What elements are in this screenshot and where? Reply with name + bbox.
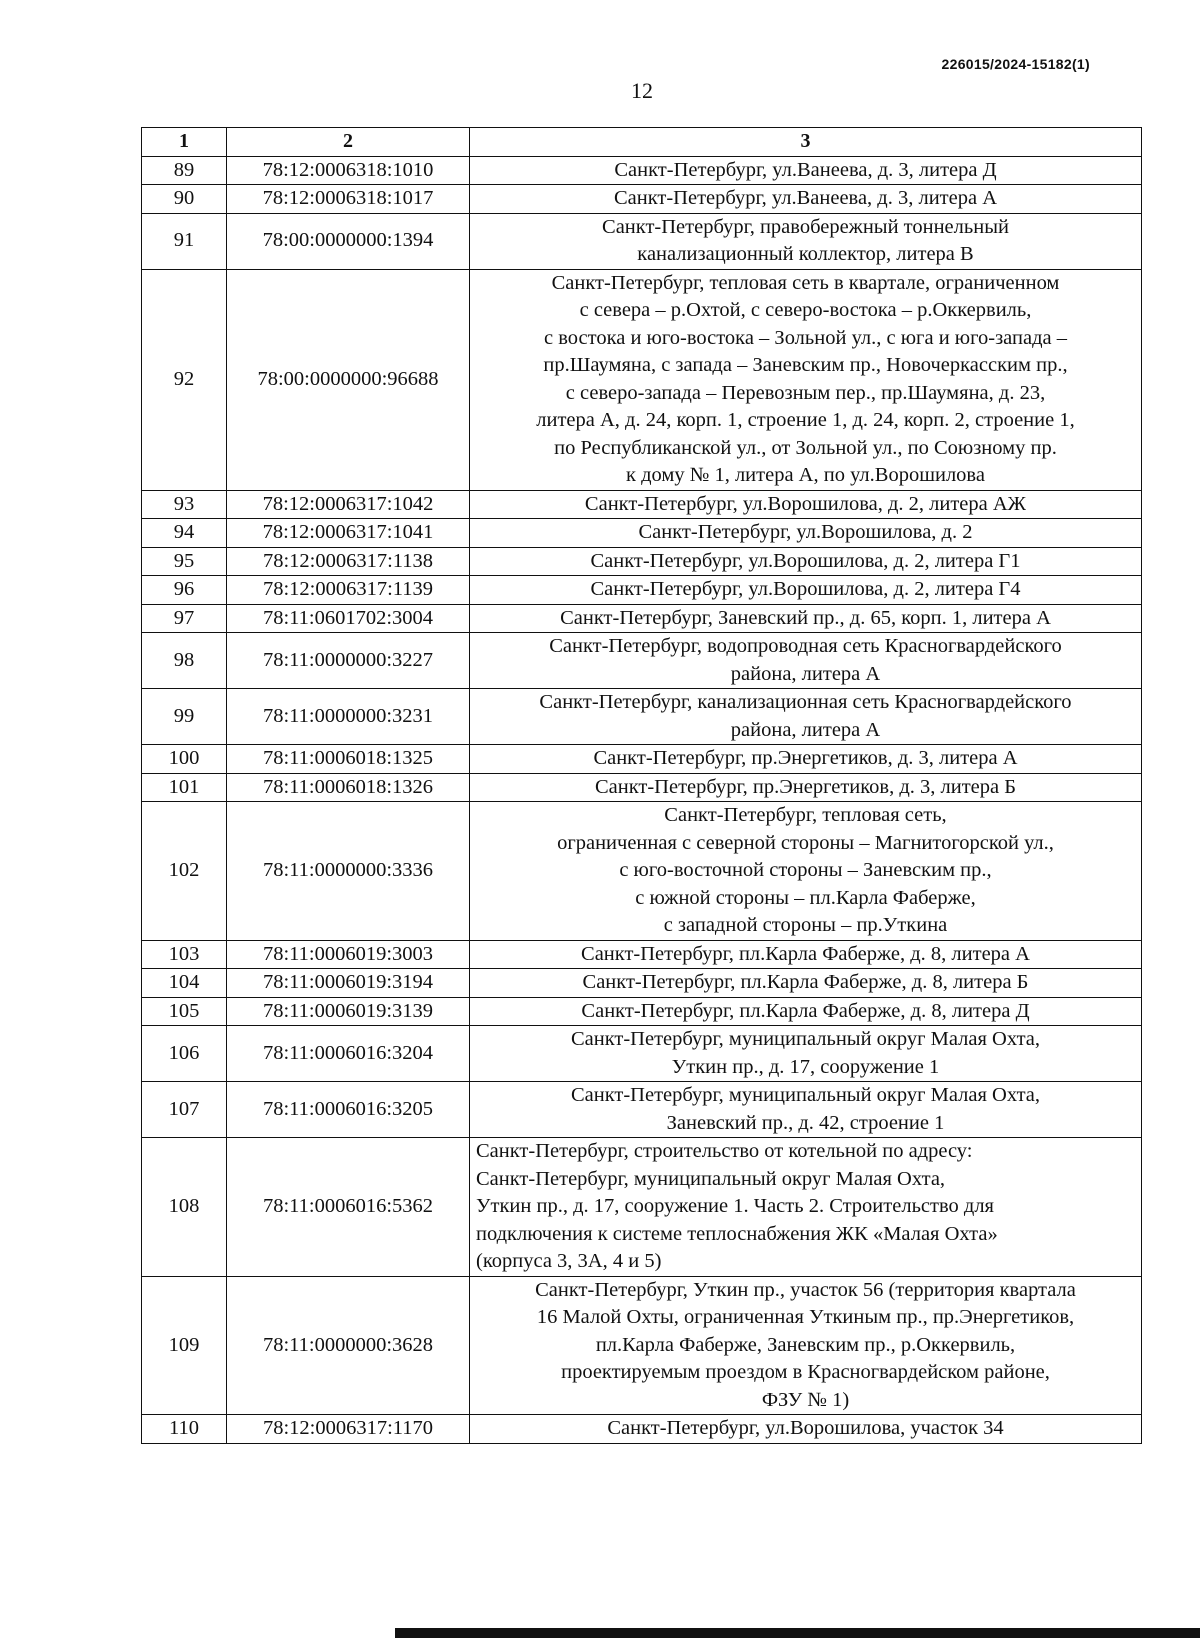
- address-line: Санкт-Петербург, Заневский пр., д. 65, корп. 1, литера А: [560, 606, 1051, 629]
- header-row: [142, 128, 1142, 157]
- table-row: [142, 604, 1142, 633]
- address-cell: [470, 490, 1142, 519]
- address-line: с востока и юго-востока – Зольной ул., с юга и юго-запада –: [544, 326, 1067, 349]
- address-line: Санкт-Петербург, Уткин пр., участок 56 (территория квартала: [535, 1278, 1076, 1301]
- address-line: литера А, д. 24, корп. 1, строение 1, д. 24, корп. 2, строение 1,: [536, 409, 1075, 431]
- address-line: Санкт-Петербург, пл.Карла Фаберже, д. 8, литера Д: [581, 999, 1030, 1022]
- address-line: Санкт-Петербург, пр.Энергетиков, д. 3, литера А: [593, 747, 1018, 769]
- table-row: [142, 576, 1142, 605]
- address-line: Санкт-Петербург, пл.Карла Фаберже, д. 8, литера А: [581, 942, 1030, 965]
- address-line: Санкт-Петербург, муниципальный округ Малая Охта,: [570, 1028, 1041, 1050]
- row-number: 105: [142, 997, 227, 1026]
- address-line: по Республиканской ул., от Зольной ул., по Союзному пр.: [554, 436, 1057, 459]
- address-cell: [470, 185, 1142, 214]
- address-line: подключения к системе теплоснабжения ЖК «Малая Охта»: [476, 1222, 998, 1245]
- address-line: Санкт-Петербург, пр.Энергетиков, д. 3, литера Б: [594, 775, 1017, 798]
- cadastral-number: 78:00:0000000:96688: [227, 269, 470, 490]
- cadastral-number: 78:12:0006317:1139: [227, 576, 470, 605]
- cadastral-number: 78:12:0006318:1017: [227, 185, 470, 214]
- scan-edge-bar: [395, 1628, 1200, 1638]
- cadastral-number: 78:11:0006018:1325: [227, 745, 470, 774]
- cadastral-number: 78:11:0000000:3628: [227, 1276, 470, 1415]
- address-line: проектируемым проездом в Красногвардейском районе,: [561, 1361, 1050, 1383]
- address-line: Санкт-Петербург, тепловая сеть,: [664, 804, 947, 826]
- address-line: Санкт-Петербург, муниципальный округ Малая Охта,: [476, 1167, 946, 1190]
- address-line: Санкт-Петербург, водопроводная сеть Красногвардейского: [549, 635, 1062, 657]
- address-line: (корпуса 3, 3А, 4 и 5): [476, 1250, 662, 1272]
- address-line: Уткин пр., д. 17, сооружение 1: [671, 1055, 940, 1078]
- row-number: 106: [142, 1026, 227, 1082]
- address-line: с западной стороны – пр.Уткина: [663, 914, 948, 936]
- address-cell: [470, 633, 1142, 689]
- row-number: 107: [142, 1082, 227, 1138]
- row-number: 99: [142, 689, 227, 745]
- address-cell: [470, 1026, 1142, 1082]
- row-number: 103: [142, 940, 227, 969]
- row-number: 91: [142, 213, 227, 269]
- address-line: 16 Малой Охты, ограниченная Уткиным пр., пр.Энергетиков,: [536, 1306, 1075, 1328]
- address-cell: [470, 156, 1142, 185]
- address-line: Санкт-Петербург, пл.Карла Фаберже, д. 8, литера Б: [582, 971, 1029, 993]
- address-line: Санкт-Петербург, строительство от котельной по адресу:: [476, 1140, 973, 1162]
- address-cell: [470, 519, 1142, 548]
- table-row: [142, 1415, 1142, 1444]
- address-line: с южной стороны – пл.Карла Фаберже,: [635, 886, 976, 909]
- table-row: [142, 633, 1142, 689]
- table-row: [142, 1138, 1142, 1277]
- address-cell: [470, 773, 1142, 802]
- cadastral-number: 78:12:0006317:1170: [227, 1415, 470, 1444]
- address-cell: [470, 802, 1142, 941]
- header-col-1: 1: [142, 128, 227, 157]
- row-number: 95: [142, 547, 227, 576]
- address-line: ограниченная с северной стороны – Магнитогорской ул.,: [557, 831, 1054, 854]
- table-header: [142, 128, 1142, 157]
- cadastral-number: 78:11:0006016:3204: [227, 1026, 470, 1082]
- row-number: 89: [142, 156, 227, 185]
- row-number: 90: [142, 185, 227, 214]
- address-cell: [470, 269, 1142, 490]
- address-cell: [470, 1082, 1142, 1138]
- address-cell: [470, 689, 1142, 745]
- table-row: [142, 689, 1142, 745]
- table-row: [142, 1276, 1142, 1415]
- table-row: [142, 156, 1142, 185]
- address-cell: [470, 997, 1142, 1026]
- address-cell: [470, 213, 1142, 269]
- address-cell: [470, 745, 1142, 774]
- address-line: Санкт-Петербург, ул.Ворошилова, участок 34: [607, 1417, 1004, 1439]
- address-line: с юго-восточной стороны – Заневским пр.,: [619, 859, 992, 881]
- address-cell: [470, 604, 1142, 633]
- address-cell: [470, 1415, 1142, 1444]
- address-line: канализационный коллектор, литера В: [637, 243, 974, 265]
- cadastral-number: 78:11:0006019:3139: [227, 997, 470, 1026]
- address-line: Санкт-Петербург, канализационная сеть Красногвардейского: [539, 691, 1072, 713]
- cadastral-number: 78:11:0000000:3336: [227, 802, 470, 941]
- row-number: 108: [142, 1138, 227, 1277]
- cadastral-number: 78:11:0000000:3231: [227, 689, 470, 745]
- header-col-2: 2: [227, 128, 470, 157]
- table-row: [142, 802, 1142, 941]
- address-line: района, литера А: [730, 718, 881, 741]
- cadastral-number: 78:12:0006317:1042: [227, 490, 470, 519]
- address-cell: [470, 576, 1142, 605]
- address-line: Уткин пр., д. 17, сооружение 1. Часть 2. Строительство для: [476, 1195, 994, 1217]
- cadastral-number: 78:11:0006018:1326: [227, 773, 470, 802]
- address-cell: [470, 1276, 1142, 1415]
- address-line: района, литера А: [730, 662, 881, 685]
- header-col-3: 3: [470, 128, 1142, 157]
- address-line: Санкт-Петербург, правобережный тоннельный: [602, 215, 1009, 238]
- row-number: 93: [142, 490, 227, 519]
- row-number: 98: [142, 633, 227, 689]
- cadastral-number: 78:11:0006016:5362: [227, 1138, 470, 1277]
- cadastral-number: 78:11:0006019:3003: [227, 940, 470, 969]
- table-row: [142, 969, 1142, 998]
- table-row: [142, 940, 1142, 969]
- cadastral-number: 78:12:0006317:1138: [227, 547, 470, 576]
- address-cell: [470, 547, 1142, 576]
- row-number: 102: [142, 802, 227, 941]
- address-cell: [470, 1138, 1142, 1277]
- address-line: Санкт-Петербург, ул.Ванеева, д. 3, литера Д: [614, 158, 997, 181]
- row-number: 104: [142, 969, 227, 998]
- table-row: [142, 269, 1142, 490]
- address-line: ФЗУ № 1): [761, 1388, 850, 1411]
- row-number: 110: [142, 1415, 227, 1444]
- table-row: [142, 1026, 1142, 1082]
- address-line: с северо-запада – Перевозным пер., пр.Шаумяна, д. 23,: [565, 381, 1046, 404]
- registry-table: [141, 127, 1142, 1444]
- table-row: [142, 490, 1142, 519]
- address-line: с севера – р.Охтой, с северо-востока – р.Оккервиль,: [579, 299, 1032, 321]
- address-line: Заневский пр., д. 42, строение 1: [666, 1111, 945, 1134]
- cadastral-number: 78:11:0006016:3205: [227, 1082, 470, 1138]
- cadastral-number: 78:12:0006317:1041: [227, 519, 470, 548]
- cadastral-number: 78:11:0000000:3227: [227, 633, 470, 689]
- row-number: 100: [142, 745, 227, 774]
- document-id: 226015/2024-15182(1): [941, 56, 1090, 72]
- cadastral-number: 78:11:0601702:3004: [227, 604, 470, 633]
- address-line: Санкт-Петербург, ул.Ворошилова, д. 2: [638, 521, 973, 543]
- address-line: Санкт-Петербург, тепловая сеть в квартале, ограниченном: [551, 271, 1060, 294]
- table-row: [142, 1082, 1142, 1138]
- row-number: 96: [142, 576, 227, 605]
- table-row: [142, 519, 1142, 548]
- address-line: Санкт-Петербург, муниципальный округ Малая Охта,: [570, 1084, 1041, 1106]
- table-row: [142, 773, 1142, 802]
- address-line: Санкт-Петербург, ул.Ворошилова, д. 2, литера АЖ: [584, 492, 1027, 515]
- row-number: 94: [142, 519, 227, 548]
- address-line: к дому № 1, литера А, по ул.Ворошилова: [626, 464, 985, 486]
- table-row: [142, 185, 1142, 214]
- table-row: [142, 745, 1142, 774]
- cadastral-number: 78:11:0006019:3194: [227, 969, 470, 998]
- address-line: Санкт-Петербург, ул.Ворошилова, д. 2, литера Г4: [590, 578, 1021, 600]
- address-cell: [470, 969, 1142, 998]
- row-number: 92: [142, 269, 227, 490]
- cadastral-number: 78:12:0006318:1010: [227, 156, 470, 185]
- table-row: [142, 997, 1142, 1026]
- table-row: [142, 547, 1142, 576]
- table-row: [142, 213, 1142, 269]
- table-body: [142, 156, 1142, 1443]
- row-number: 101: [142, 773, 227, 802]
- address-line: Санкт-Петербург, ул.Ворошилова, д. 2, литера Г1: [590, 549, 1021, 572]
- address-line: Санкт-Петербург, ул.Ванеева, д. 3, литера А: [613, 187, 998, 209]
- cadastral-number: 78:00:0000000:1394: [227, 213, 470, 269]
- row-number: 109: [142, 1276, 227, 1415]
- row-number: 97: [142, 604, 227, 633]
- page-number: 12: [631, 78, 653, 103]
- address-line: пр.Шаумяна, с запада – Заневским пр., Новочеркасским пр.,: [543, 354, 1068, 376]
- address-cell: [470, 940, 1142, 969]
- address-line: пл.Карла Фаберже, Заневским пр., р.Оккервиль,: [595, 1333, 1016, 1356]
